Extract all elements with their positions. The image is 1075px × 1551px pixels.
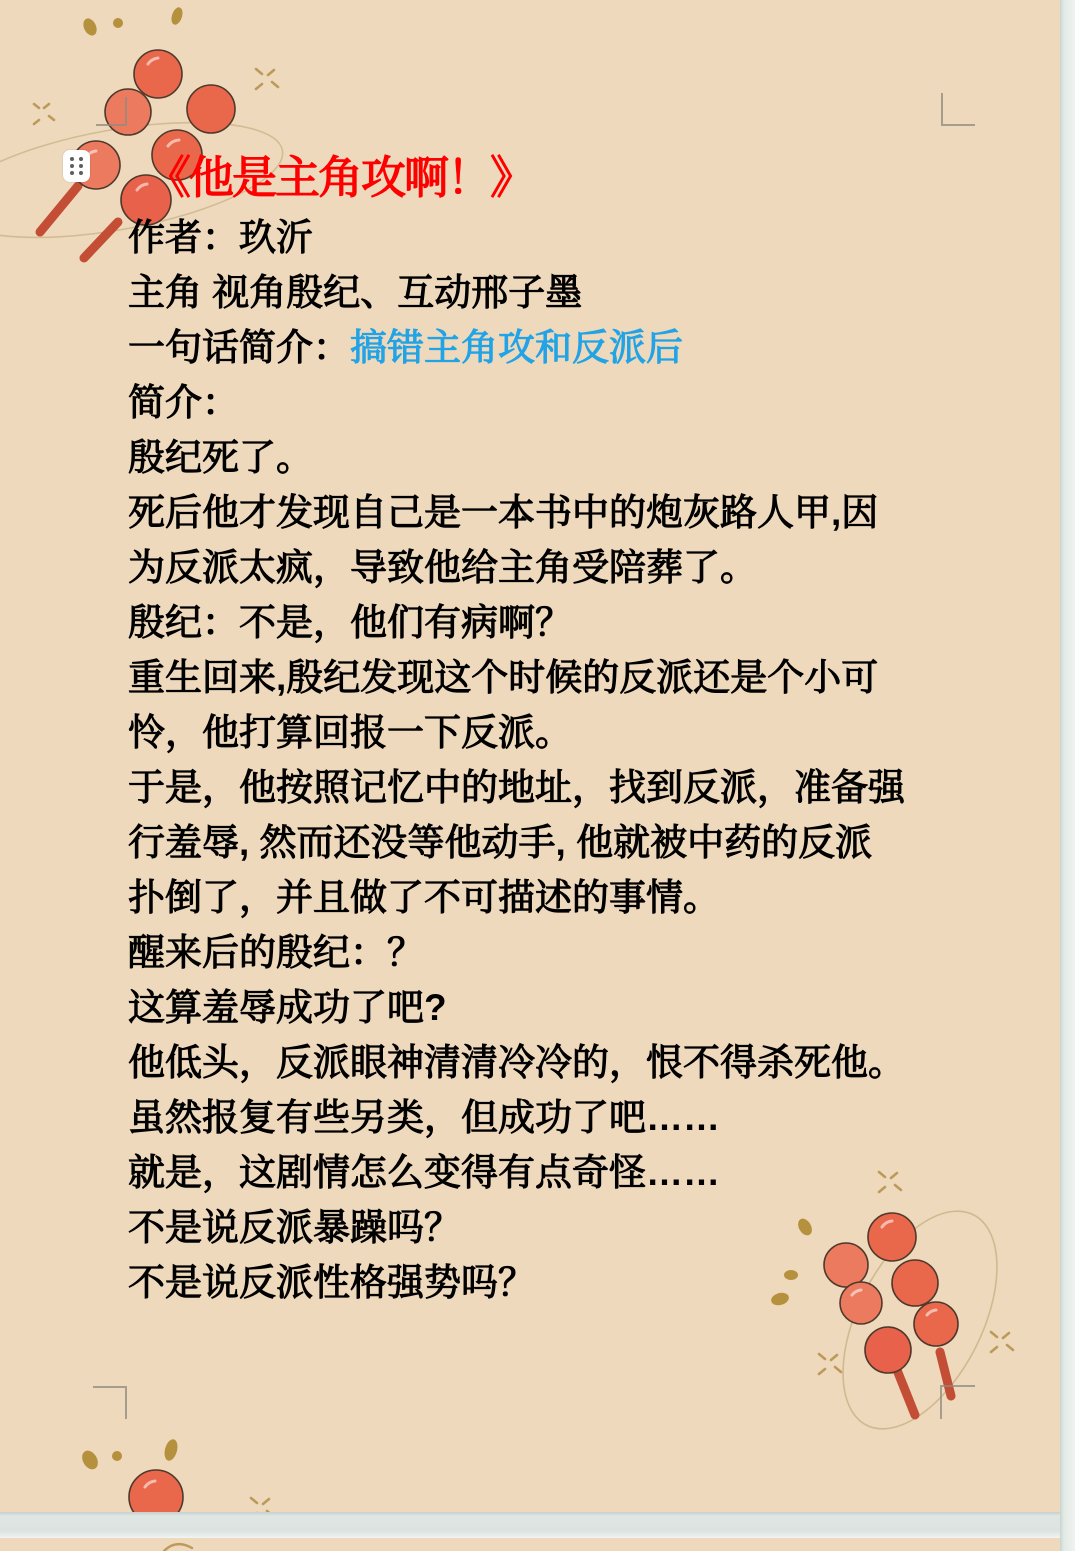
text-line	[128, 375, 988, 430]
text-segment: 扑倒了，并且做了不可描述的事情。	[128, 877, 720, 918]
text-segment: 死后他才发现自己是一本书中的炮灰路人甲,因	[128, 492, 879, 533]
text-segment: 不是说反派暴躁吗？	[128, 1207, 461, 1248]
tanghulu-illustration-bottom-left	[55, 1425, 305, 1520]
text-line	[128, 430, 988, 485]
next-page-decoration-sliver	[160, 1539, 206, 1551]
tan-arc	[164, 1544, 192, 1551]
text-segment: 他低头，反派眼神清清冷冷的，恨不得杀死他。	[128, 1042, 905, 1083]
tanghulu-sticks	[40, 186, 118, 258]
corner-mark-bottom-right	[940, 1385, 975, 1419]
drag-handle-icon[interactable]	[63, 150, 90, 182]
text-line	[128, 1255, 988, 1310]
text-segment: 一句话简介：	[128, 327, 350, 368]
text-segment: 主角 视角殷纪、互动邢子墨	[128, 272, 583, 313]
corner-mark-bottom-left	[93, 1386, 127, 1419]
text-line	[128, 320, 988, 375]
text-line	[128, 870, 988, 925]
text-line	[128, 540, 988, 595]
text-block	[128, 210, 988, 1310]
text-segment: 为反派太疯，导致他给主角受陪葬了。	[128, 547, 757, 588]
text-line	[128, 595, 988, 650]
text-segment: 不是说反派性格强势吗？	[128, 1262, 535, 1303]
olive-dots	[79, 1438, 180, 1472]
text-line	[128, 650, 988, 705]
text-segment: 就是，这剧情怎么变得有点奇怪……	[128, 1152, 720, 1193]
text-line	[128, 210, 988, 265]
text-line	[128, 1145, 988, 1200]
text-line	[128, 760, 988, 815]
page-edge-right	[1060, 0, 1075, 1551]
text-segment: 怜，他打算回报一下反派。	[128, 712, 572, 753]
highlight-text: 搞错主角攻和反派后	[350, 327, 683, 368]
corner-mark-top-left	[96, 97, 127, 126]
text-segment: 虽然报复有些另类，但成功了吧……	[128, 1097, 720, 1138]
text-segment: 殷纪：不是，他们有病啊？	[128, 602, 572, 643]
text-line	[128, 980, 988, 1035]
text-line	[128, 485, 988, 540]
text-line	[128, 1200, 988, 1255]
text-line	[128, 265, 988, 320]
text-segment: 作者：玖沂	[128, 217, 313, 258]
text-segment: 这算羞辱成功了吧?	[128, 987, 447, 1028]
text-line	[128, 925, 988, 980]
text-line	[128, 1035, 988, 1090]
text-segment: 行羞辱, 然而还没等他动手, 他就被中药的反派	[128, 822, 873, 863]
text-line	[128, 1090, 988, 1145]
text-segment: 醒来后的殷纪：？	[128, 932, 424, 973]
text-segment: 殷纪死了。	[128, 437, 313, 478]
olive-dots	[81, 6, 185, 38]
corner-mark-top-right	[941, 93, 975, 126]
text-segment: 简介：	[128, 382, 239, 423]
page-title: 《他是主角攻啊！》	[146, 152, 534, 203]
text-line	[128, 815, 988, 870]
text-segment: 重生回来,殷纪发现这个时候的反派还是个小可	[128, 657, 879, 698]
page-gap	[0, 1512, 1075, 1538]
text-line	[128, 705, 988, 760]
text-segment: 于是，他按照记忆中的地址，找到反派，准备强	[128, 767, 905, 808]
